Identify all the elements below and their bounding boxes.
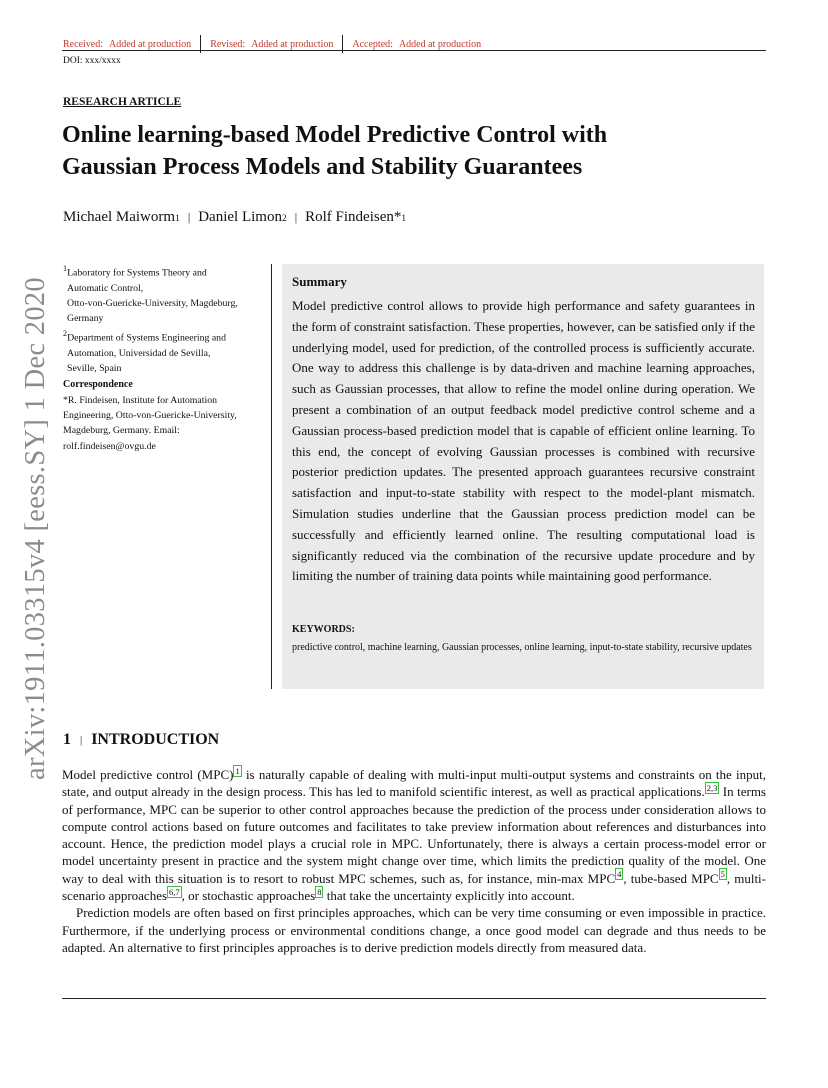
affiliation-line: Seville, Spain [67,363,122,375]
affiliation-mark: 1 [63,264,68,273]
received-label: Received: [63,38,103,50]
footer-rule [62,998,766,999]
section-title: INTRODUCTION [91,731,220,748]
section-heading [63,731,219,749]
summary-text: Model predictive control allows to provide high performance and safety guarantees in the form of constraint satisfaction. These properties, however, can be satisfied only if the underlying model, used for prediction, of the controlled process is sufficiently accurate. One way to address this challenge is by data-driven and machine learning approaches, such as Gaussian processes, that allow to refine the model online during operation. We present a combination of an output feedback model predictive control scheme and a Gaussian process-based prediction model that is capable of efficient online learning. To this end, the concept of evolving Gaussian processes is combined with recursive posterior prediction updates. The presented approach guarantees recursive constraint satisfaction and input-to-state stability with respect to the model-plant mismatch. Simulation studies underline that the Gaussian process prediction model can be successfully and efficiently learned online. The resulting computational load is significantly reduced via the combination of the recursive update procedure and by limiting the number of training data points while maintaining good performance. [292,298,755,584]
text-run: , multi-scenario approaches [62,870,766,904]
author-separator: | [294,210,298,224]
author-affiliation-mark: 1 [401,214,407,224]
author-affiliation-mark: 1 [175,214,180,224]
text-run: , or stochastic approaches [181,888,316,904]
author-affiliation-mark: 2 [281,214,287,224]
citation-link[interactable]: 1 [235,765,240,776]
citation-link[interactable]: 2,3 [706,782,718,793]
affiliations [63,261,268,377]
author-separator: | [187,210,191,224]
affiliation-line: Laboratory for Systems Theory and [67,267,207,279]
arxiv-stamp: arXiv:1911.03315v4 [eess.SY] 1 Dec 2020 [20,277,51,780]
citation-link[interactable]: 8 [317,886,322,897]
citation-link[interactable]: 5 [720,869,725,880]
section-separator: | [80,734,83,746]
revised-label: Revised: [210,38,246,50]
column-divider [271,264,272,689]
summary-heading: Summary [292,274,347,289]
accepted-label: Accepted: [352,38,393,50]
text-run: is naturally capable of dealing with multi-input multi-output systems and constraints on the input, state, and output already in the design process. This has led to manifold scientific interest, as well as practical applications. [62,767,766,800]
revised-value: Added at production [251,38,334,50]
affiliation-mark: 2 [63,329,68,339]
correspondence-block [63,393,268,454]
paragraph: Prediction models are often based on first principles approaches, which can be very time consuming or even impossible in practice. Furthermore, if the underlying process or environmental conditions change, a once good model can degrade and thus needs to be adapted. An alternative to first principles approaches is to derive prediction models directly from measured data. [62,905,766,955]
article-type: RESEARCH ARTICLE [63,96,182,108]
text-run: , tube-based MPC [623,870,719,886]
affiliation-line: Otto-von-Guericke-University, Magdeburg, [67,297,238,309]
accepted-value: Added at production [398,38,482,50]
affiliation-line: Department of Systems Engineering and [67,332,226,344]
text-run: In terms of performance, MPC can be superior to other control approaches because the prediction of the process under consideration allows to compute control actions based on future outcomes and facilitates to take preview information about references and disturbances into account. Hence, the prediction model plays a crucial role in MPC. Unfortunately, there is always a certain process-model error or model uncertainty present in practice and the system might change over time, which limits the prediction quality of the model. One way to deal with this situation is to resort to robust MPC schemes, such as, for instance, min-max MPC [62,784,766,886]
header-rule [62,50,766,51]
affiliation-line: Automatic Control, [67,282,144,294]
author-name: Rolf Findeisen* [305,209,402,225]
keywords-heading: KEYWORDS: [292,624,355,635]
correspondence-line: Engineering, Otto-von-Guericke-University, [63,410,237,422]
correspondence-line: Magdeburg, Germany. Email: [63,425,180,437]
author-name: Daniel Limon [198,209,282,225]
keywords-text: predictive control, machine learning, Gaussian processes, online learning, input-to-state stability, recursive updates [292,642,752,653]
paper-title: Online learning-based Model Predictive Control with Gaussian Process Models and Stability Guarantees [62,122,608,180]
introduction-body [62,766,766,956]
correspondence-heading: Correspondence [63,379,133,390]
correspondence-email[interactable]: rolf.findeisen@ovgu.de [63,440,156,452]
received-value: Added at production [108,38,192,50]
correspondence-line: *R. Findeisen, Institute for Automation [63,395,218,406]
citation-link[interactable]: 6,7 [169,886,180,897]
paragraph [62,766,766,904]
author-list [63,209,406,226]
citation-link[interactable]: 4 [617,869,622,880]
author-name: Michael Maiworm [63,209,176,225]
doi: DOI: xxx/xxxx [63,56,121,66]
text-run: that take the uncertainty explicitly into account. [323,888,575,904]
affiliation-line: Automation, Universidad de Sevilla, [67,348,211,360]
affiliation-line: Germany [67,313,104,325]
section-number: 1 [63,731,71,748]
text-run: Model predictive control (MPC) [62,767,234,782]
